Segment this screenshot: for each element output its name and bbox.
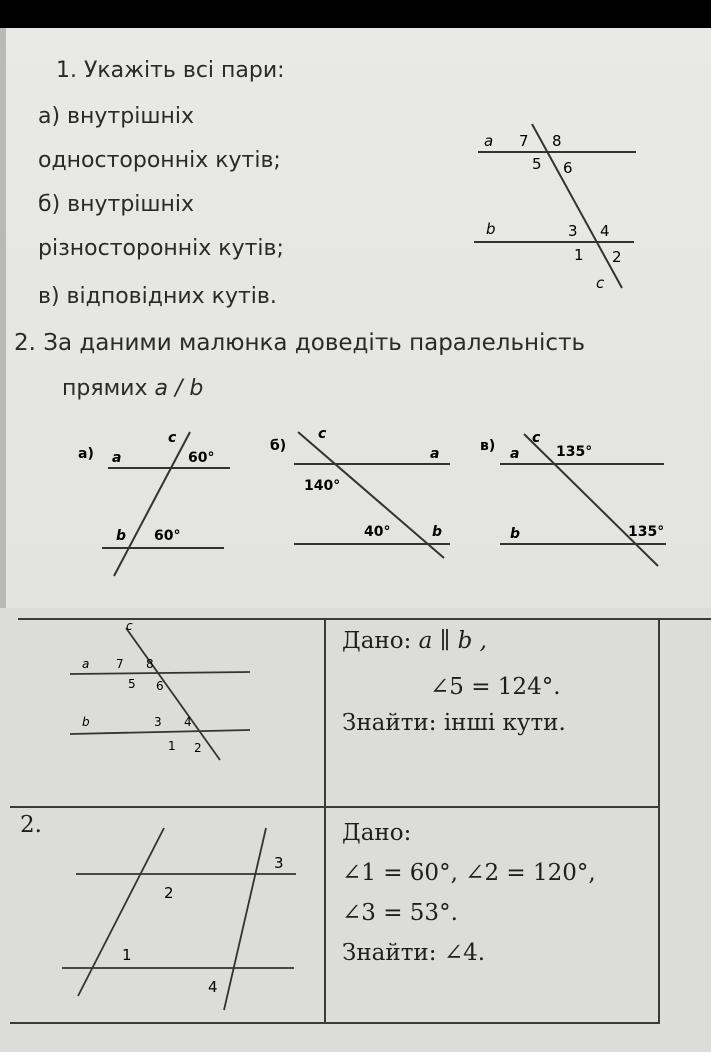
tfig1-angle-8: 8 <box>146 657 154 671</box>
table-row2-figure <box>56 826 306 1016</box>
figC-label-a: a <box>510 446 520 462</box>
fig1-angle-4: 4 <box>600 222 610 240</box>
fig1-angle-7: 7 <box>519 132 529 150</box>
row2-find: Знайти: ∠4. <box>342 940 486 966</box>
figA-label-a: a <box>112 450 122 466</box>
tfig1-angle-6: 6 <box>156 679 164 693</box>
tfig1-angle-2: 2 <box>194 741 202 755</box>
figA-label-b: b <box>116 528 127 544</box>
row2-number: 2. <box>20 812 42 838</box>
task1-figure <box>470 116 650 296</box>
task2-subtitle <box>62 376 203 402</box>
figC-tag: в) <box>480 438 496 454</box>
figB-angle-left: 140° <box>304 478 341 494</box>
task1-item-b-line2: різносторонніх кутів; <box>38 236 284 261</box>
task1-item-a-line1: а) внутрішніх <box>38 104 194 129</box>
table-row1-figure <box>60 622 260 762</box>
tfig1-label-a: a <box>82 657 90 671</box>
table-bottom-rule <box>10 1022 660 1024</box>
task1-item-c: в) відповідних кутів. <box>38 284 277 309</box>
tfig1-angle-7: 7 <box>116 657 124 671</box>
tfig1-angle-3: 3 <box>154 715 162 729</box>
row2-given-line2: ∠3 = 53°. <box>342 900 458 926</box>
fig1-angle-2: 2 <box>612 248 622 266</box>
task2-subtitle-math: a / b <box>154 376 204 401</box>
row1-given-math: a ∥ b , <box>418 628 487 654</box>
figB-label-b: b <box>432 524 443 540</box>
tfig1-angle-1: 1 <box>168 739 176 753</box>
tfig1-label-b: b <box>82 715 90 729</box>
task1-item-a-line2: односторонніх кутів; <box>38 148 281 173</box>
fig1-angle-5: 5 <box>532 155 542 173</box>
figC-angle-bottom: 135° <box>628 524 665 540</box>
fig1-label-b: b <box>486 220 496 238</box>
row2-given-line1: ∠1 = 60°, ∠2 = 120°, <box>342 860 596 886</box>
fig1-label-a: a <box>484 132 494 150</box>
exercise-table-sheet <box>0 608 711 1052</box>
table-top-rule <box>18 618 711 620</box>
figA-label-c: c <box>168 430 177 446</box>
figB-tag: б) <box>270 438 287 454</box>
fig1-angle-8: 8 <box>552 132 562 150</box>
task1-title: 1. Укажіть всі пари: <box>56 58 285 83</box>
task1-item-b-line1: б) внутрішніх <box>38 192 195 217</box>
tfig2-angle-1: 1 <box>122 946 132 964</box>
fig1-label-c: c <box>596 274 605 292</box>
row2-given-label: Дано: <box>342 820 412 846</box>
figA-angle-top: 60° <box>188 450 215 466</box>
table-column-divider <box>324 618 326 1024</box>
fig1-angle-6: 6 <box>563 159 573 177</box>
tfig1-angle-5: 5 <box>128 677 136 691</box>
fig1-angle-3: 3 <box>568 222 578 240</box>
fig1-angle-1: 1 <box>574 246 584 264</box>
figA-tag: а) <box>78 446 94 462</box>
row1-given-angle: ∠5 = 124°. <box>430 674 561 700</box>
table-right-border <box>658 618 660 1024</box>
tfig2-angle-4: 4 <box>208 978 218 996</box>
figA-angle-bottom: 60° <box>154 528 181 544</box>
row1-given <box>342 628 487 654</box>
task2-figure-c <box>476 420 676 580</box>
task2-figure-a <box>72 420 242 580</box>
tfig2-angle-2: 2 <box>164 884 174 902</box>
figC-label-c: c <box>532 430 541 446</box>
tfig2-angle-3: 3 <box>274 854 284 872</box>
row1-given-label: Дано: <box>342 628 419 654</box>
figB-label-c: c <box>318 426 327 442</box>
task2-subtitle-text: прямих <box>62 376 155 401</box>
figB-angle-right: 40° <box>364 524 391 540</box>
tfig1-label-c: c <box>126 622 133 633</box>
table-middle-rule <box>10 806 660 808</box>
tfig1-angle-4: 4 <box>184 715 192 729</box>
figC-angle-top: 135° <box>556 444 593 460</box>
task2-title: 2. За даними малюнка доведіть паралельність <box>14 330 586 356</box>
figC-label-b: b <box>510 526 521 542</box>
row1-find: Знайти: інші кути. <box>342 710 566 736</box>
figB-label-a: a <box>430 446 440 462</box>
task2-figure-b <box>262 420 458 580</box>
